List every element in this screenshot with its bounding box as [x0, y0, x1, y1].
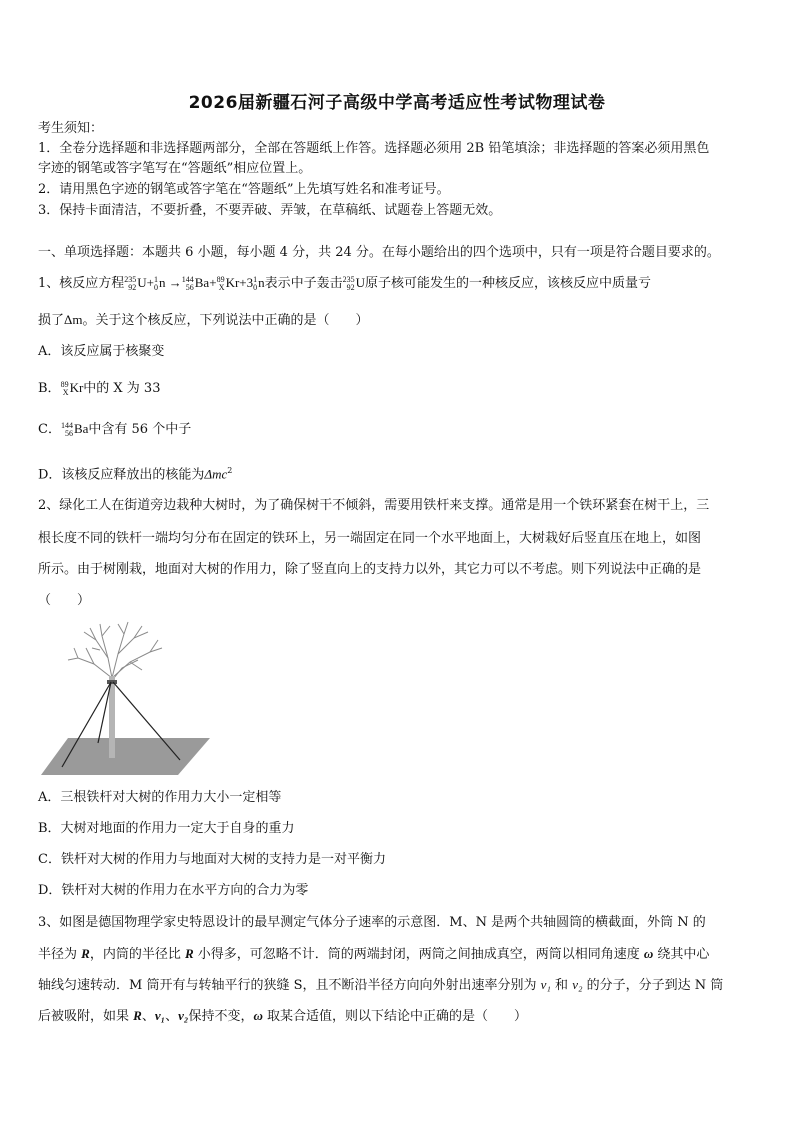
question-2-line-3: 所示。由于树刚栽，地面对大树的作用力，除了竖直向上的支持力以外，其它力可以不考虑。则下列说法中正确的是 — [38, 562, 702, 577]
question-1-mid: 表示中子轰击 — [264, 276, 343, 291]
isotope-n-product: 1 0 — [253, 275, 258, 293]
nuclear-equation: 235 92 U+ 1 0 n → 144 56 Ba+ 89 X Kr+3 1 0 n — [124, 275, 265, 293]
question-2-line-1: 2、绿化工人在街道旁边栽种大树时，为了确保树干不倾斜，需要用铁杆来支撑。通常是用一个铁环紧套在树干上，三 — [38, 498, 710, 513]
isotope-ba: 144 56 — [181, 275, 194, 293]
question-2-line-4: （ ） — [38, 593, 91, 608]
isotope-kr-option: 89 X — [60, 380, 69, 398]
question-2-line-2: 根长度不同的铁杆一端均匀分布在固定的铁环上，另一端固定在同一个水平地面上，大树栽好后竖直压在地上，如图 — [38, 531, 702, 546]
page-title: 2026届新疆石河子高级中学高考适应性考试物理试卷 — [188, 93, 606, 113]
question-2-option-a[interactable]: A．三根铁杆对大树的作用力大小一定相等 — [38, 790, 282, 805]
isotope-u-target: 235 92 — [342, 275, 355, 293]
question-1-option-c[interactable]: C． 144 56 Ba中含有 56 个中子 — [38, 421, 192, 439]
question-3-line-4: 后被吸附，如果 R、v₁、v₂保持不变，ω 取某合适值，则以下结论中正确的是（ ） — [38, 1008, 528, 1024]
question-1-suffix: 原子核可能发生的一种核反应，该核反应中质量亏 — [365, 276, 652, 291]
question-1-line-2: 损了Δm。关于这个核反应，下列说法中正确的是（ ） — [38, 312, 369, 328]
ground-plane — [41, 738, 210, 775]
notice-item-2: 2．请用黑色字迹的钢笔或答字笔在“答题纸”上先填写姓名和准考证号。 — [38, 182, 450, 197]
question-3-line-2: 半径为 R，内筒的半径比 R 小得多，可忽略不计．筒的两端封闭，两筒之间抽成真空，两筒以相同角速度 ω 绕其中心 — [38, 946, 710, 962]
question-2-option-d[interactable]: D．铁杆对大树的作用力在水平方向的合力为零 — [38, 883, 309, 898]
isotope-n: 1 0 — [154, 275, 159, 293]
question-2-option-c[interactable]: C．铁杆对大树的作用力与地面对大树的支持力是一对平衡力 — [38, 852, 386, 867]
question-1-option-d[interactable]: D．该核反应释放出的核能为Δmc$^2$ — [38, 466, 233, 483]
question-1-line-1: 1、核反应方程 235 92 U+ 1 0 n → 144 56 Ba+ 89 X Kr+3 1 0 n表示中子轰击 235 92 U原子核可能发生的一种核反应，该核反应中质量亏 — [38, 275, 652, 293]
question-3-line-3: 轴线匀速转动．M 筒开有与转轴平行的狭缝 S，且不断沿半径方向向外射出速率分别为 v₁ 和 v₂ 的分子，分子到达 N 筒 — [38, 977, 724, 993]
question-3-line-1: 3、如图是德国物理学家史特恩设计的最早测定气体分子速率的示意图．M、N 是两个共轴圆筒的横截面，外筒 N 的 — [38, 915, 706, 930]
section-heading: 一、单项选择题：本题共 6 小题，每小题 4 分，共 24 分。在每小题给出的四个选项中，只有一项是符合题目要求的。 — [38, 245, 720, 260]
notice-item-1-line-2: 字迹的钢笔或答字笔写在“答题纸”相应位置上。 — [38, 161, 312, 176]
notice-item-3: 3．保持卡面清洁，不要折叠，不要弄破、弄皱，在草稿纸、试题卷上答题无效。 — [38, 203, 502, 218]
question-1-prefix: 1、核反应方程 — [38, 276, 125, 291]
question-2-option-b[interactable]: B．大树对地面的作用力一定大于自身的重力 — [38, 821, 295, 836]
isotope-u: 235 92 — [124, 275, 137, 293]
isotope-kr: 89 X — [216, 275, 225, 293]
notice-heading: 考生须知： — [38, 121, 104, 136]
iron-ring — [107, 680, 117, 684]
tree-branches — [68, 622, 162, 678]
question-1-option-a[interactable]: A．该反应属于核聚变 — [38, 344, 165, 359]
notice-item-1-line-1: 1．全卷分选择题和非选择题两部分，全部在答题纸上作答。选择题必须用 2B 铅笔填涂；非选择题的答案必须用黑色 — [38, 141, 710, 156]
tree-figure — [38, 618, 213, 778]
mass-defect: Δm — [64, 312, 83, 327]
question-1-option-b[interactable]: B． 89 X Kr中的 X 为 33 — [38, 380, 161, 398]
isotope-ba-option: 144 56 — [60, 421, 73, 439]
